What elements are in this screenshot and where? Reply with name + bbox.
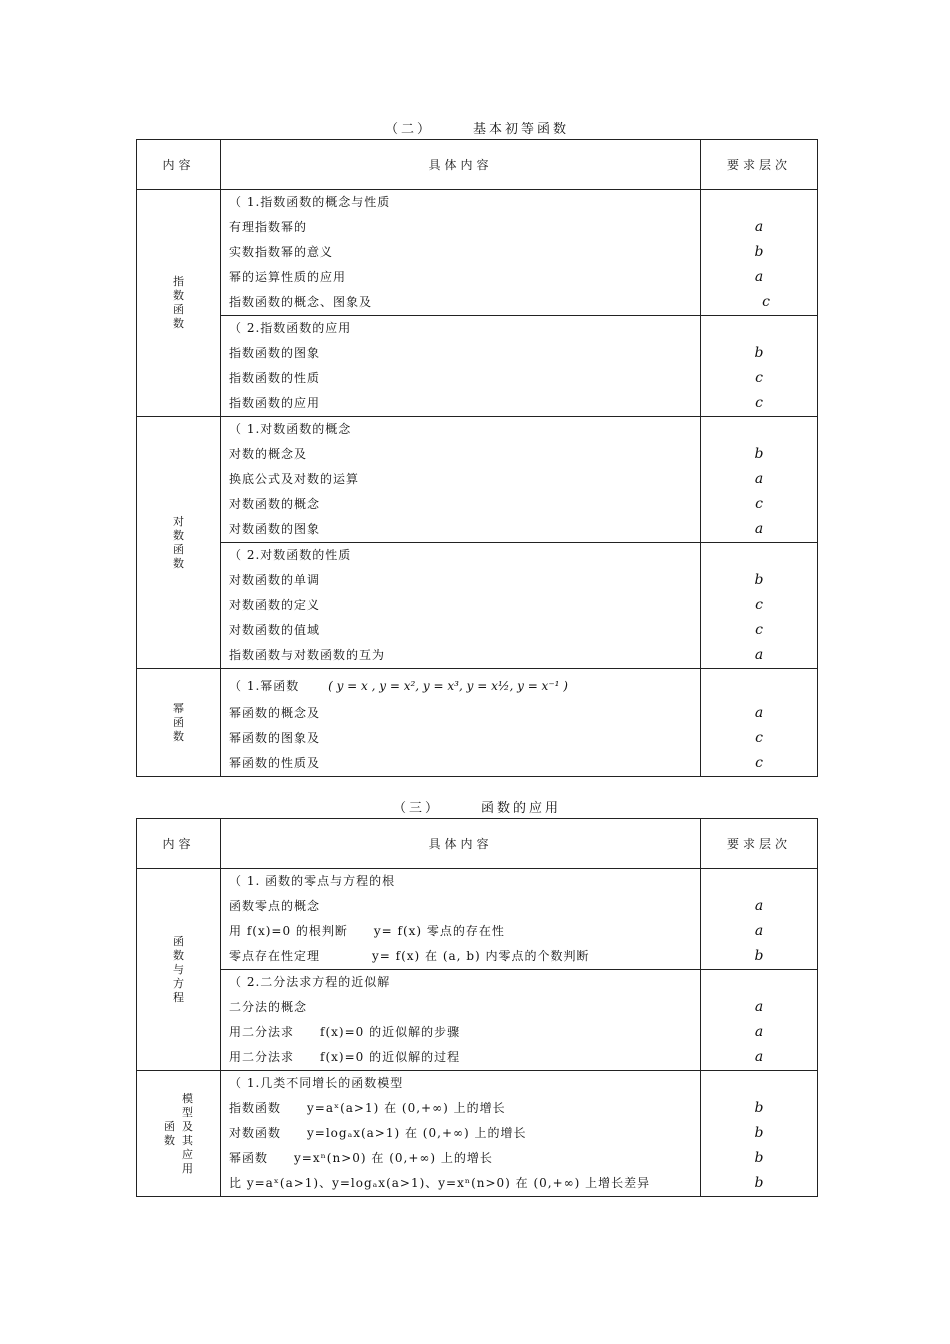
level-value: c xyxy=(762,294,770,310)
detail-line: 指数函数的图象 xyxy=(229,346,321,360)
level-value: c xyxy=(755,622,763,638)
level-value xyxy=(701,543,817,568)
level-value: b xyxy=(754,1125,764,1141)
detail-line: 幂函数 y=xⁿ(n>0) 在 (0,+∞) 上的增长 xyxy=(229,1151,493,1165)
level-value: a xyxy=(754,269,764,285)
level-value: a xyxy=(754,521,764,537)
level-value: b xyxy=(754,446,764,462)
category-label: 幂函数 xyxy=(173,701,184,743)
detail-cell xyxy=(221,669,701,777)
level-value xyxy=(701,970,817,995)
level-cell xyxy=(701,869,818,970)
detail-line: 指数函数的应用 xyxy=(229,396,321,410)
level-value: c xyxy=(755,370,763,386)
detail-line: 函数零点的概念 xyxy=(229,899,321,913)
detail-line: （ 1.对数函数的概念 xyxy=(229,422,352,436)
level-value: b xyxy=(754,345,764,361)
table-row xyxy=(137,970,818,1071)
level-value: b xyxy=(754,948,764,964)
detail-line: （ 1.指数函数的概念与性质 xyxy=(229,195,391,209)
level-value: b xyxy=(754,1100,764,1116)
level-value xyxy=(701,1071,817,1096)
level-value: c xyxy=(755,755,763,771)
category-label-a: 函数 xyxy=(164,1119,175,1147)
detail-line: 对数的概念及 xyxy=(229,447,308,461)
detail-line: （ 2.指数函数的应用 xyxy=(229,321,352,335)
detail-line: 用二分法求 f(x)=0 的近似解的步骤 xyxy=(229,1025,461,1039)
detail-line: 对数函数的值域 xyxy=(229,623,321,637)
detail-cell xyxy=(221,190,701,316)
header-content: 内容 xyxy=(137,140,221,190)
level-value: a xyxy=(754,1049,764,1065)
section2-table xyxy=(136,818,818,1197)
level-value: a xyxy=(754,923,764,939)
level-value xyxy=(701,417,817,442)
detail-line: 对数函数的图象 xyxy=(229,522,321,536)
detail-line: （ 2.二分法求方程的近似解 xyxy=(229,975,391,989)
detail-line: 比 y=aˣ(a>1)、y=logₐx(a>1)、y=xⁿ(n>0) 在 (0,+∞) 上增长差异 xyxy=(229,1176,651,1190)
detail-line: 零点存在性定理 y= f(x) 在 (a, b) 内零点的个数判断 xyxy=(229,949,590,963)
level-value xyxy=(701,190,817,215)
detail-line: 对数函数的概念 xyxy=(229,497,321,511)
detail-line: 换底公式及对数的运算 xyxy=(229,472,360,486)
level-cell xyxy=(701,669,818,777)
detail-line: 幂函数的概念及 xyxy=(229,706,321,720)
level-value: c xyxy=(755,730,763,746)
level-value: a xyxy=(754,705,764,721)
level-value: a xyxy=(754,999,764,1015)
section2-header-row xyxy=(137,819,818,869)
detail-line: （ 1.几类不同增长的函数模型 xyxy=(229,1076,404,1090)
level-value: a xyxy=(754,647,764,663)
detail-text: （ 1.幂函数 xyxy=(229,679,300,693)
detail-line: （ 1. 函数的零点与方程的根 xyxy=(229,874,396,888)
section1-header-row xyxy=(137,140,818,190)
category-cell xyxy=(137,417,221,669)
category-cell xyxy=(137,1071,221,1197)
table-row xyxy=(137,669,818,777)
detail-line: 幂的运算性质的应用 xyxy=(229,270,347,284)
level-value: b xyxy=(754,572,764,588)
level-value: a xyxy=(754,471,764,487)
section1-title-number: （二） xyxy=(384,122,433,137)
level-value: b xyxy=(754,1175,764,1191)
level-value: b xyxy=(754,1150,764,1166)
table-row xyxy=(137,316,818,417)
detail-cell xyxy=(221,1071,701,1197)
level-value xyxy=(701,316,817,341)
level-value: a xyxy=(754,1024,764,1040)
header-level: 要求层次 xyxy=(701,140,818,190)
table-row xyxy=(137,417,818,543)
category-label: 指数函数 xyxy=(173,275,184,330)
detail-line: 指数函数 y=aˣ(a>1) 在 (0,+∞) 上的增长 xyxy=(229,1101,506,1115)
detail-line: 对数函数 y=logₐx(a>1) 在 (0,+∞) 上的增长 xyxy=(229,1126,527,1140)
detail-line: 对数函数的单调 xyxy=(229,573,321,587)
detail-line: 指数函数的性质 xyxy=(229,371,321,385)
table-row xyxy=(137,190,818,316)
section2-title-text: 函数的应用 xyxy=(481,801,562,816)
level-value: c xyxy=(755,496,763,512)
detail-line: 幂函数的图象及 xyxy=(229,731,321,745)
category-cell xyxy=(137,869,221,1071)
detail-cell xyxy=(221,970,701,1071)
table-row xyxy=(137,543,818,669)
section2-title-number: （三） xyxy=(392,801,441,816)
detail-line: 有理指数幂的 xyxy=(229,220,308,234)
detail-line: 用 f(x)=0 的根判断 y= f(x) 零点的存在性 xyxy=(229,924,505,938)
level-cell xyxy=(701,190,818,316)
power-formula: ( y = x , y = x², y = x³, y = x½, y = x⁻¹ ) xyxy=(328,679,568,693)
detail-line: （ 2.对数函数的性质 xyxy=(229,548,352,562)
table-row xyxy=(137,869,818,970)
level-value: a xyxy=(754,219,764,235)
table-row xyxy=(137,1071,818,1197)
level-cell xyxy=(701,970,818,1071)
category-cell xyxy=(137,190,221,417)
level-cell xyxy=(701,1071,818,1197)
detail-line: 用二分法求 f(x)=0 的近似解的过程 xyxy=(229,1050,461,1064)
level-cell xyxy=(701,417,818,543)
level-value: a xyxy=(754,898,764,914)
level-cell xyxy=(701,316,818,417)
detail-cell xyxy=(221,417,701,543)
detail-cell xyxy=(221,869,701,970)
detail-line-power xyxy=(221,669,700,701)
detail-line: 实数指数幂的意义 xyxy=(229,245,334,259)
category-label-b: 模型及其应用 xyxy=(182,1091,193,1175)
header-detail: 具体内容 xyxy=(221,819,701,869)
detail-cell xyxy=(221,316,701,417)
level-value: b xyxy=(754,244,764,260)
level-value xyxy=(701,869,817,894)
category-cell xyxy=(137,669,221,777)
header-content: 内容 xyxy=(137,819,221,869)
category-label: 函数与方程 xyxy=(173,934,184,1004)
section2-title xyxy=(136,797,818,816)
detail-cell xyxy=(221,543,701,669)
level-value xyxy=(701,669,817,701)
section1-title-text: 基本初等函数 xyxy=(473,122,570,137)
level-value: c xyxy=(755,395,763,411)
header-detail: 具体内容 xyxy=(221,140,701,190)
section1-title xyxy=(136,118,818,137)
detail-line: 指数函数的概念、图象及 xyxy=(229,295,373,309)
level-value: c xyxy=(755,597,763,613)
detail-line: 对数函数的定义 xyxy=(229,598,321,612)
header-level: 要求层次 xyxy=(701,819,818,869)
category-label: 对数函数 xyxy=(173,514,184,570)
level-cell xyxy=(701,543,818,669)
detail-line: 幂函数的性质及 xyxy=(229,756,321,770)
detail-line: 二分法的概念 xyxy=(229,1000,308,1014)
detail-line: 指数函数与对数函数的互为 xyxy=(229,648,386,662)
section1-table xyxy=(136,139,818,777)
